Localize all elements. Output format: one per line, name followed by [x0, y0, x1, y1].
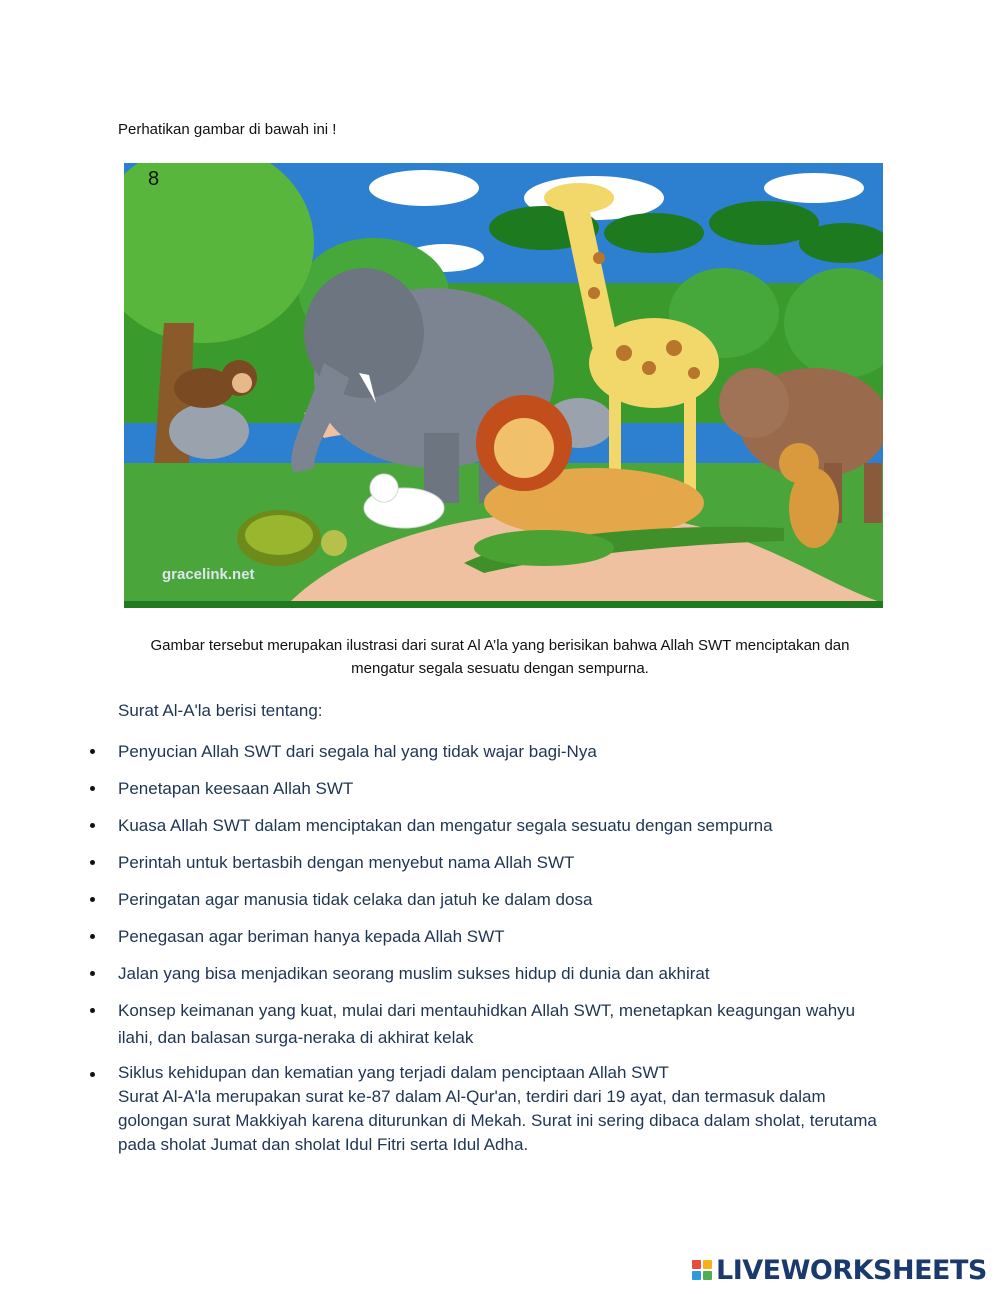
list-item	[88, 775, 878, 802]
list-item	[88, 886, 878, 913]
list-item-text: Peringatan agar manusia tidak celaka dan jatuh ke dalam dosa	[118, 890, 593, 909]
list-item-text: Perintah untuk bertasbih dengan menyebut nama Allah SWT	[118, 853, 575, 872]
list-item-text: Kuasa Allah SWT dalam menciptakan dan mengatur segala sesuatu dengan sempurna	[118, 816, 773, 835]
list-item-text: Konsep keimanan yang kuat, mulai dari mentauhidkan Allah SWT, menetapkan keagungan wahyu ilahi, dan balasan surga-neraka di akhirat kelak	[118, 1001, 856, 1047]
intro-text: Perhatikan gambar di bawah ini !	[118, 121, 337, 138]
animals-scene	[124, 163, 883, 608]
closing-paragraph: Surat Al-A'la merupakan surat ke-87 dalam Al-Qur'an, terdiri dari 19 ayat, dan termasuk dalam golongan surat Makkiyah karena diturunkan di Mekah. Surat ini sering dibaca dalam sholat, terutama pada sholat Jumat dan sholat Idul Fitri serta Idul Adha.	[118, 1087, 877, 1154]
list-item-text: Penyucian Allah SWT dari segala hal yang tidak wajar bagi-Nya	[118, 742, 597, 761]
image-caption: Gambar tersebut merupakan ilustrasi dari surat Al A’la yang berisikan bahwa Allah SWT menciptakan dan mengatur segala sesuatu dengan sempurna.	[150, 637, 850, 677]
logo-tile	[703, 1260, 712, 1269]
list-item	[88, 997, 878, 1051]
logo-tile	[692, 1260, 701, 1269]
section-heading: Surat Al-A'la berisi tentang:	[118, 701, 323, 720]
watermark: gracelink.net	[162, 566, 255, 583]
list-item-text: Penegasan agar beriman hanya kepada Allah SWT	[118, 927, 505, 946]
list-item	[88, 1061, 878, 1157]
liveworksheets-logo[interactable]	[692, 1255, 987, 1285]
animals-illustration	[124, 163, 883, 608]
rock-left	[169, 403, 249, 459]
logo-tiles-icon	[692, 1260, 712, 1280]
logo-tile	[703, 1271, 712, 1280]
list-item-text: Siklus kehidupan dan kematian yang terjadi dalam penciptaan Allah SWT	[118, 1063, 669, 1082]
list-item	[88, 812, 878, 839]
list-item	[88, 849, 878, 876]
list-item-text: Jalan yang bisa menjadikan seorang muslim sukses hidup di dunia dan akhirat	[118, 964, 710, 983]
corner-number: 8	[148, 168, 160, 190]
list-item	[88, 738, 878, 765]
points-list	[88, 738, 878, 1167]
list-item	[88, 923, 878, 950]
list-item	[88, 960, 878, 987]
logo-tile	[692, 1271, 701, 1280]
brand-name: LIVEWORKSHEETS	[716, 1254, 987, 1286]
list-item-text: Penetapan keesaan Allah SWT	[118, 779, 354, 798]
